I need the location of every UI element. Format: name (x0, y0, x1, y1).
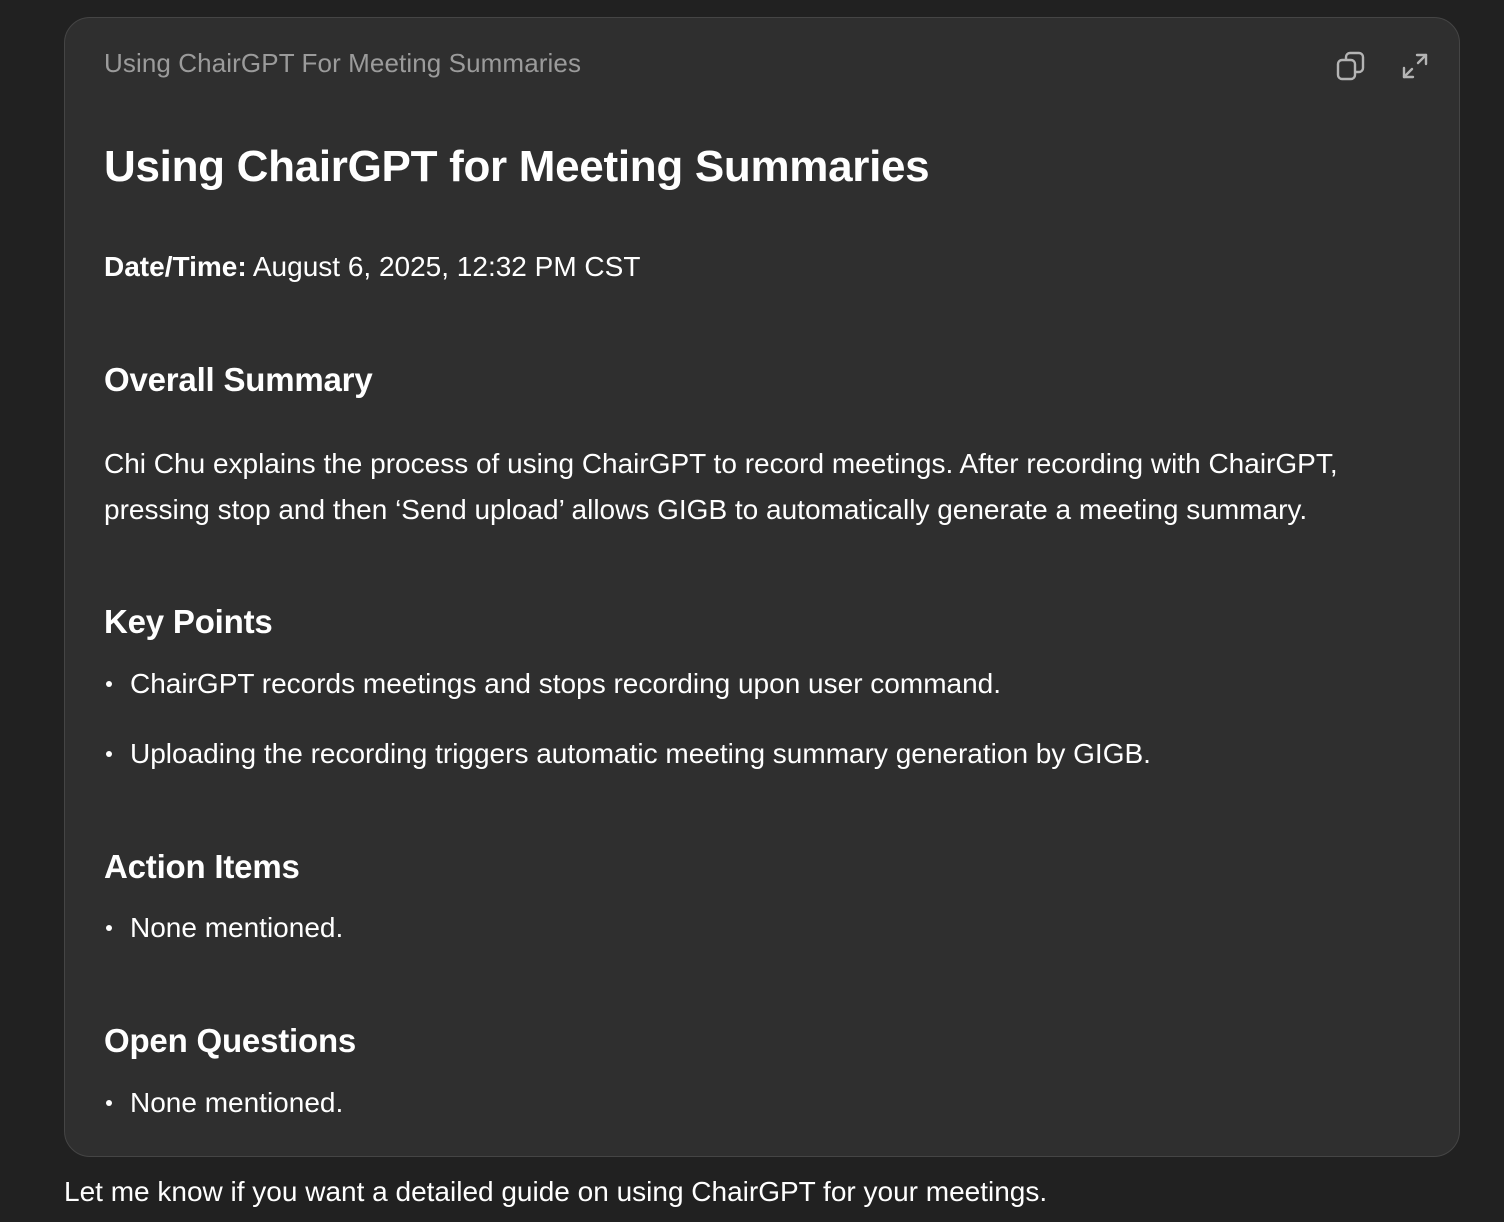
bullet-dot (106, 751, 112, 757)
bullet-dot (106, 1100, 112, 1106)
action-item-text: None mentioned. (130, 912, 344, 943)
card-title: Using ChairGPT For Meeting Summaries (104, 48, 582, 78)
canvas-document-card (64, 17, 1460, 1157)
open-question-text: None mentioned. (130, 1087, 344, 1118)
bullet-dot (106, 681, 112, 687)
document-heading: Using ChairGPT for Meeting Summaries (104, 142, 930, 191)
expand-button[interactable] (1395, 46, 1435, 86)
key-point-text: Uploading the recording triggers automatic meeting summary generation by GIGB. (130, 738, 1151, 769)
action-items-heading: Action Items (104, 848, 300, 885)
copy-icon (1335, 50, 1367, 82)
assistant-followup-message: Let me know if you want a detailed guide on using ChairGPT for your meetings. (64, 1176, 1048, 1207)
overall-summary-text: Chi Chu explains the process of using ChairGPT to record meetings. After recording with ChairGPT, pressing stop and then ‘Send upload’ allows GIGB to automatically generate a meeting summary. (104, 448, 1338, 525)
key-point-text: ChairGPT records meetings and stops recording upon user command. (130, 668, 1002, 699)
datetime-value: August 6, 2025, 12:32 PM CST (246, 251, 641, 282)
expand-icon (1400, 51, 1430, 81)
copy-button[interactable] (1331, 46, 1371, 86)
datetime-label: Date/Time: (104, 251, 247, 282)
datetime-line (104, 251, 640, 283)
bullet-dot (106, 925, 112, 931)
open-questions-heading: Open Questions (104, 1022, 357, 1059)
overall-summary-heading: Overall Summary (104, 361, 373, 398)
key-points-heading: Key Points (104, 603, 273, 640)
